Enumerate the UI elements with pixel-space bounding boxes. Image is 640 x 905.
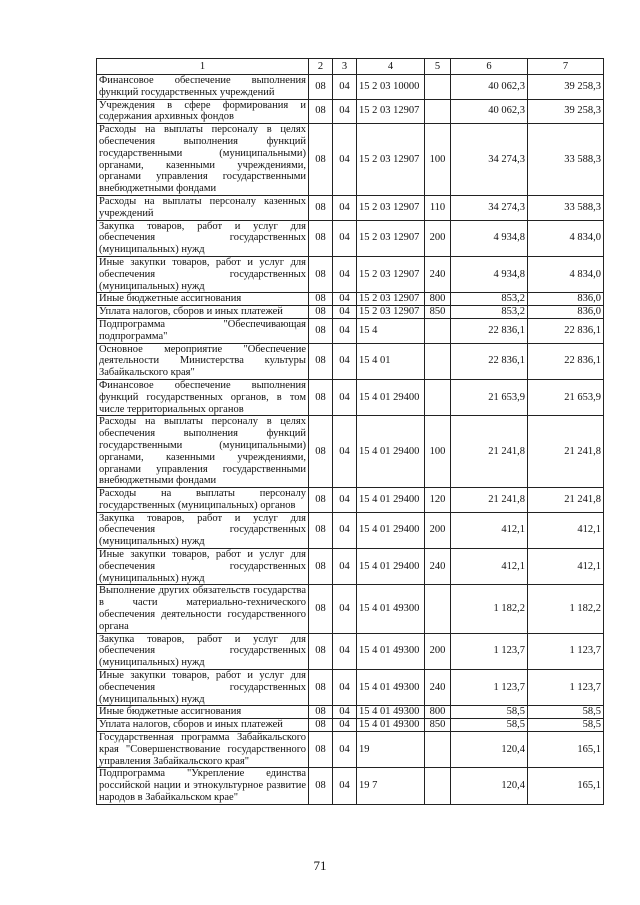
row-section: 08 bbox=[309, 379, 333, 415]
table-row bbox=[97, 585, 604, 633]
row-target-code: 15 4 01 29400 bbox=[357, 512, 425, 548]
table-row bbox=[97, 732, 604, 768]
row-amount-col7: 58,5 bbox=[528, 719, 604, 732]
row-amount-col7: 165,1 bbox=[528, 732, 604, 768]
row-subsection: 04 bbox=[333, 318, 357, 343]
row-name: Государственная программа Забайкальского края "Совершенствование государственного управления Забайкальского края" bbox=[97, 732, 309, 768]
row-section: 08 bbox=[309, 99, 333, 124]
row-target-code: 15 2 03 12907 bbox=[357, 220, 425, 256]
row-target-code: 15 2 03 12907 bbox=[357, 195, 425, 220]
row-amount-col6: 58,5 bbox=[451, 719, 528, 732]
row-name: Подпрограмма "Укрепление единства российской нации и этнокультурное развитие народов в Забайкальском крае" bbox=[97, 768, 309, 804]
row-section: 08 bbox=[309, 124, 333, 196]
row-expense-type bbox=[425, 379, 451, 415]
row-expense-type: 100 bbox=[425, 124, 451, 196]
table-row bbox=[97, 512, 604, 548]
row-subsection: 04 bbox=[333, 585, 357, 633]
row-expense-type: 200 bbox=[425, 633, 451, 669]
row-amount-col7: 836,0 bbox=[528, 293, 604, 306]
row-target-code: 15 2 03 12907 bbox=[357, 293, 425, 306]
row-target-code: 19 bbox=[357, 732, 425, 768]
row-name: Финансовое обеспечение выполнения функций государственных учреждений bbox=[97, 75, 309, 100]
row-expense-type: 240 bbox=[425, 256, 451, 292]
row-amount-col7: 33 588,3 bbox=[528, 124, 604, 196]
row-section: 08 bbox=[309, 195, 333, 220]
table-row bbox=[97, 195, 604, 220]
row-amount-col7: 4 834,0 bbox=[528, 220, 604, 256]
row-amount-col7: 33 588,3 bbox=[528, 195, 604, 220]
row-amount-col7: 836,0 bbox=[528, 306, 604, 319]
table-row bbox=[97, 379, 604, 415]
row-target-code: 15 4 01 49300 bbox=[357, 670, 425, 706]
table-row bbox=[97, 488, 604, 513]
row-amount-col7: 1 182,2 bbox=[528, 585, 604, 633]
row-target-code: 15 2 03 12907 bbox=[357, 306, 425, 319]
row-subsection: 04 bbox=[333, 488, 357, 513]
row-name: Закупка товаров, работ и услуг для обеспечения государственных (муниципальных) нужд bbox=[97, 633, 309, 669]
row-subsection: 04 bbox=[333, 768, 357, 804]
row-name: Расходы на выплаты персоналу государственных (муниципальных) органов bbox=[97, 488, 309, 513]
row-name: Уплата налогов, сборов и иных платежей bbox=[97, 719, 309, 732]
row-name: Иные закупки товаров, работ и услуг для обеспечения государственных (муниципальных) нужд bbox=[97, 256, 309, 292]
row-amount-col7: 1 123,7 bbox=[528, 670, 604, 706]
budget-table bbox=[96, 58, 604, 805]
table-row bbox=[97, 318, 604, 343]
row-target-code: 15 2 03 12907 bbox=[357, 99, 425, 124]
row-target-code: 15 4 01 49300 bbox=[357, 706, 425, 719]
row-section: 08 bbox=[309, 416, 333, 488]
row-section: 08 bbox=[309, 768, 333, 804]
row-subsection: 04 bbox=[333, 706, 357, 719]
row-name: Закупка товаров, работ и услуг для обеспечения государственных (муниципальных) нужд bbox=[97, 220, 309, 256]
row-target-code: 15 4 01 49300 bbox=[357, 585, 425, 633]
page-number: 71 bbox=[313, 858, 327, 873]
table-row bbox=[97, 549, 604, 585]
row-subsection: 04 bbox=[333, 220, 357, 256]
table-row bbox=[97, 706, 604, 719]
row-target-code: 19 7 bbox=[357, 768, 425, 804]
table-row bbox=[97, 124, 604, 196]
row-amount-col6: 34 274,3 bbox=[451, 195, 528, 220]
table-row bbox=[97, 633, 604, 669]
row-subsection: 04 bbox=[333, 75, 357, 100]
row-amount-col7: 39 258,3 bbox=[528, 99, 604, 124]
row-expense-type: 240 bbox=[425, 549, 451, 585]
row-subsection: 04 bbox=[333, 306, 357, 319]
row-subsection: 04 bbox=[333, 512, 357, 548]
row-target-code: 15 2 03 10000 bbox=[357, 75, 425, 100]
row-section: 08 bbox=[309, 306, 333, 319]
row-amount-col6: 412,1 bbox=[451, 512, 528, 548]
row-amount-col6: 412,1 bbox=[451, 549, 528, 585]
row-subsection: 04 bbox=[333, 343, 357, 379]
row-section: 08 bbox=[309, 256, 333, 292]
table-row bbox=[97, 306, 604, 319]
row-amount-col7: 22 836,1 bbox=[528, 343, 604, 379]
row-subsection: 04 bbox=[333, 195, 357, 220]
row-subsection: 04 bbox=[333, 99, 357, 124]
header-row bbox=[97, 59, 604, 75]
row-expense-type: 100 bbox=[425, 416, 451, 488]
row-amount-col6: 4 934,8 bbox=[451, 220, 528, 256]
row-amount-col6: 120,4 bbox=[451, 732, 528, 768]
row-name: Основное мероприятие "Обеспечение деятельности Министерства культуры Забайкальского края" bbox=[97, 343, 309, 379]
row-expense-type: 800 bbox=[425, 706, 451, 719]
row-section: 08 bbox=[309, 633, 333, 669]
row-target-code: 15 2 03 12907 bbox=[357, 256, 425, 292]
row-target-code: 15 4 01 29400 bbox=[357, 416, 425, 488]
row-amount-col6: 1 123,7 bbox=[451, 633, 528, 669]
row-amount-col6: 4 934,8 bbox=[451, 256, 528, 292]
row-subsection: 04 bbox=[333, 124, 357, 196]
row-subsection: 04 bbox=[333, 293, 357, 306]
row-name: Финансовое обеспечение выполнения функций государственных органов, в том числе территориальных органов bbox=[97, 379, 309, 415]
row-amount-col6: 853,2 bbox=[451, 293, 528, 306]
table-row bbox=[97, 416, 604, 488]
row-target-code: 15 4 bbox=[357, 318, 425, 343]
row-subsection: 04 bbox=[333, 416, 357, 488]
row-amount-col6: 40 062,3 bbox=[451, 75, 528, 100]
row-amount-col6: 22 836,1 bbox=[451, 343, 528, 379]
row-name: Закупка товаров, работ и услуг для обеспечения государственных (муниципальных) нужд bbox=[97, 512, 309, 548]
row-name: Выполнение других обязательств государства в части материально-технического обеспечения деятельности государственного органа bbox=[97, 585, 309, 633]
table-row bbox=[97, 220, 604, 256]
row-target-code: 15 2 03 12907 bbox=[357, 124, 425, 196]
row-expense-type bbox=[425, 343, 451, 379]
row-section: 08 bbox=[309, 670, 333, 706]
column-header-2: 2 bbox=[309, 59, 333, 75]
row-target-code: 15 4 01 49300 bbox=[357, 719, 425, 732]
row-amount-col7: 21 241,8 bbox=[528, 488, 604, 513]
table-row bbox=[97, 670, 604, 706]
row-target-code: 15 4 01 bbox=[357, 343, 425, 379]
column-header-4: 4 bbox=[357, 59, 425, 75]
row-amount-col6: 34 274,3 bbox=[451, 124, 528, 196]
row-target-code: 15 4 01 29400 bbox=[357, 549, 425, 585]
row-expense-type bbox=[425, 99, 451, 124]
row-amount-col7: 412,1 bbox=[528, 549, 604, 585]
row-name: Уплата налогов, сборов и иных платежей bbox=[97, 306, 309, 319]
row-subsection: 04 bbox=[333, 670, 357, 706]
row-amount-col7: 21 241,8 bbox=[528, 416, 604, 488]
row-expense-type bbox=[425, 732, 451, 768]
row-section: 08 bbox=[309, 706, 333, 719]
row-expense-type: 200 bbox=[425, 220, 451, 256]
row-expense-type bbox=[425, 75, 451, 100]
row-name: Иные бюджетные ассигнования bbox=[97, 706, 309, 719]
table-row bbox=[97, 293, 604, 306]
row-amount-col6: 21 653,9 bbox=[451, 379, 528, 415]
row-amount-col6: 21 241,8 bbox=[451, 416, 528, 488]
row-amount-col6: 120,4 bbox=[451, 768, 528, 804]
row-section: 08 bbox=[309, 719, 333, 732]
column-header-7: 7 bbox=[528, 59, 604, 75]
row-amount-col7: 21 653,9 bbox=[528, 379, 604, 415]
row-name: Иные закупки товаров, работ и услуг для обеспечения государственных (муниципальных) нужд bbox=[97, 549, 309, 585]
row-amount-col7: 4 834,0 bbox=[528, 256, 604, 292]
column-header-5: 5 bbox=[425, 59, 451, 75]
row-target-code: 15 4 01 29400 bbox=[357, 379, 425, 415]
table-row bbox=[97, 75, 604, 100]
row-expense-type: 850 bbox=[425, 719, 451, 732]
row-amount-col7: 412,1 bbox=[528, 512, 604, 548]
table-row bbox=[97, 719, 604, 732]
column-header-6: 6 bbox=[451, 59, 528, 75]
row-section: 08 bbox=[309, 293, 333, 306]
row-section: 08 bbox=[309, 220, 333, 256]
row-amount-col6: 58,5 bbox=[451, 706, 528, 719]
row-subsection: 04 bbox=[333, 719, 357, 732]
row-name: Расходы на выплаты персоналу в целях обеспечения выполнения функций государственными (муниципальными) органами, казенными учреждениями, органами управления государственными внебюджетными фондами bbox=[97, 416, 309, 488]
row-expense-type bbox=[425, 318, 451, 343]
row-amount-col7: 1 123,7 bbox=[528, 633, 604, 669]
row-section: 08 bbox=[309, 488, 333, 513]
row-expense-type: 800 bbox=[425, 293, 451, 306]
row-subsection: 04 bbox=[333, 549, 357, 585]
table-row bbox=[97, 99, 604, 124]
row-name: Расходы на выплаты персоналу в целях обеспечения выполнения функций государственными (муниципальными) органами, казенными учреждениями, органами управления государственными внебюджетными фондами bbox=[97, 124, 309, 196]
row-section: 08 bbox=[309, 512, 333, 548]
row-section: 08 bbox=[309, 549, 333, 585]
row-amount-col6: 40 062,3 bbox=[451, 99, 528, 124]
row-name: Расходы на выплаты персоналу казенных учреждений bbox=[97, 195, 309, 220]
row-expense-type: 850 bbox=[425, 306, 451, 319]
row-section: 08 bbox=[309, 732, 333, 768]
row-amount-col6: 21 241,8 bbox=[451, 488, 528, 513]
table-row bbox=[97, 343, 604, 379]
row-amount-col6: 853,2 bbox=[451, 306, 528, 319]
row-subsection: 04 bbox=[333, 633, 357, 669]
row-subsection: 04 bbox=[333, 379, 357, 415]
row-section: 08 bbox=[309, 585, 333, 633]
row-expense-type: 120 bbox=[425, 488, 451, 513]
row-name: Подпрограмма "Обеспечивающая подпрограмма" bbox=[97, 318, 309, 343]
row-target-code: 15 4 01 29400 bbox=[357, 488, 425, 513]
row-subsection: 04 bbox=[333, 256, 357, 292]
row-name: Иные закупки товаров, работ и услуг для обеспечения государственных (муниципальных) нужд bbox=[97, 670, 309, 706]
row-amount-col7: 22 836,1 bbox=[528, 318, 604, 343]
row-expense-type: 240 bbox=[425, 670, 451, 706]
row-section: 08 bbox=[309, 343, 333, 379]
row-name: Иные бюджетные ассигнования bbox=[97, 293, 309, 306]
row-expense-type: 200 bbox=[425, 512, 451, 548]
row-section: 08 bbox=[309, 75, 333, 100]
row-amount-col6: 1 123,7 bbox=[451, 670, 528, 706]
table-row bbox=[97, 768, 604, 804]
row-amount-col6: 22 836,1 bbox=[451, 318, 528, 343]
row-section: 08 bbox=[309, 318, 333, 343]
table-row bbox=[97, 256, 604, 292]
column-header-1: 1 bbox=[97, 59, 309, 75]
row-name: Учреждения в сфере формирования и содержания архивных фондов bbox=[97, 99, 309, 124]
column-header-3: 3 bbox=[333, 59, 357, 75]
row-expense-type: 110 bbox=[425, 195, 451, 220]
row-expense-type bbox=[425, 768, 451, 804]
row-amount-col7: 165,1 bbox=[528, 768, 604, 804]
row-subsection: 04 bbox=[333, 732, 357, 768]
row-amount-col7: 39 258,3 bbox=[528, 75, 604, 100]
row-amount-col6: 1 182,2 bbox=[451, 585, 528, 633]
row-expense-type bbox=[425, 585, 451, 633]
row-amount-col7: 58,5 bbox=[528, 706, 604, 719]
row-target-code: 15 4 01 49300 bbox=[357, 633, 425, 669]
